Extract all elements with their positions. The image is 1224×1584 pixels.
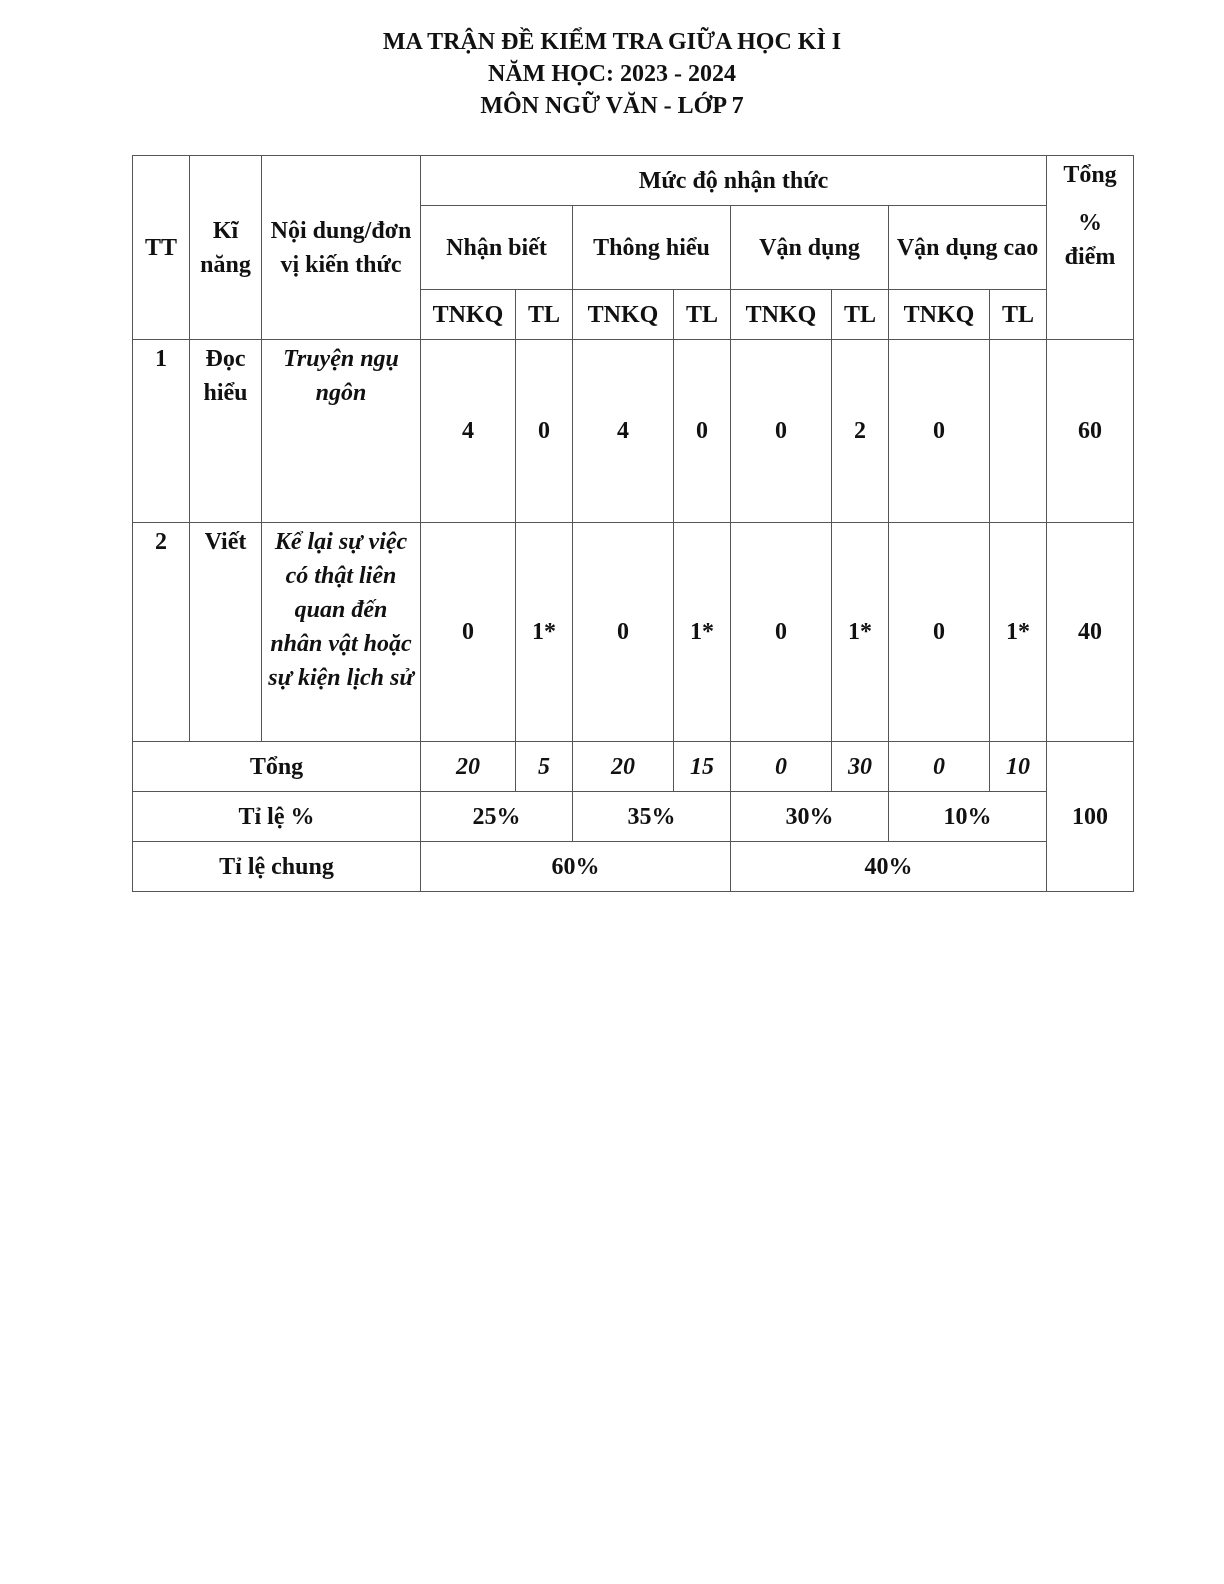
grand-total: 100 <box>1047 742 1134 892</box>
title-line-1: MA TRẬN ĐỀ KIỂM TRA GIỮA HỌC KÌ I <box>382 29 842 55</box>
header-sub: TNKQ <box>889 290 990 340</box>
row-cell: 1* <box>990 523 1047 742</box>
row-cell: 0 <box>674 340 731 523</box>
row-ki-nang: Đọc hiểu <box>190 340 262 523</box>
document-title <box>0 26 1224 122</box>
header-ki-nang: Kĩ năng <box>190 156 262 340</box>
header-tong <box>1047 156 1134 340</box>
header-row-1 <box>133 156 1134 206</box>
header-level-nhan-biet: Nhận biết <box>421 206 573 290</box>
table-row <box>133 523 1134 742</box>
row-cell: 0 <box>421 523 516 742</box>
header-level-van-dung: Vận dụng <box>731 206 889 290</box>
ti-le-cell: 35% <box>573 792 731 842</box>
header-sub: TL <box>516 290 573 340</box>
row-cell: 0 <box>889 523 990 742</box>
tong-row <box>133 742 1134 792</box>
ti-le-chung-label: Tỉ lệ chung <box>133 842 421 892</box>
header-tong-line2: % <box>1078 210 1102 236</box>
tong-cell: 20 <box>421 742 516 792</box>
tong-cell: 10 <box>990 742 1047 792</box>
row-cell: 0 <box>889 340 990 523</box>
row-cell <box>990 340 1047 523</box>
tong-cell: 5 <box>516 742 573 792</box>
row-cell: 4 <box>573 340 674 523</box>
ti-le-chung-row <box>133 842 1134 892</box>
ti-le-cell: 30% <box>731 792 889 842</box>
header-sub: TNKQ <box>731 290 832 340</box>
header-sub: TL <box>674 290 731 340</box>
header-level-van-dung-cao: Vận dụng cao <box>889 206 1047 290</box>
header-sub: TL <box>832 290 889 340</box>
row-tong: 60 <box>1047 340 1134 523</box>
table-row <box>133 340 1134 523</box>
header-sub: TL <box>990 290 1047 340</box>
header-muc-do: Mức độ nhận thức <box>421 156 1047 206</box>
row-cell: 4 <box>421 340 516 523</box>
tong-cell: 15 <box>674 742 731 792</box>
row-tt: 2 <box>133 523 190 742</box>
header-tong-line1: Tổng <box>1063 162 1117 188</box>
ti-le-chung-cell: 40% <box>731 842 1047 892</box>
row-noi-dung: Truyện ngụ ngôn <box>262 340 421 523</box>
row-cell: 0 <box>731 523 832 742</box>
row-cell: 0 <box>516 340 573 523</box>
ti-le-row <box>133 792 1134 842</box>
header-level-thong-hieu: Thông hiểu <box>573 206 731 290</box>
tong-cell: 0 <box>889 742 990 792</box>
ti-le-label: Tỉ lệ % <box>133 792 421 842</box>
row-cell: 0 <box>731 340 832 523</box>
title-line-3: MÔN NGỮ VĂN - LỚP 7 <box>480 93 744 119</box>
tong-cell: 20 <box>573 742 674 792</box>
ti-le-chung-cell: 60% <box>421 842 731 892</box>
row-noi-dung: Kể lại sự việc có thật liên quan đến nhân vật hoặc sự kiện lịch sử <box>262 523 421 742</box>
row-cell: 2 <box>832 340 889 523</box>
row-cell: 0 <box>573 523 674 742</box>
row-ki-nang: Viết <box>190 523 262 742</box>
row-cell: 1* <box>674 523 731 742</box>
header-sub: TNKQ <box>573 290 674 340</box>
tong-cell: 30 <box>832 742 889 792</box>
tong-label: Tổng <box>133 742 421 792</box>
row-cell: 1* <box>516 523 573 742</box>
header-noi-dung: Nội dung/đơn vị kiến thức <box>262 156 421 340</box>
ti-le-cell: 25% <box>421 792 573 842</box>
row-tong: 40 <box>1047 523 1134 742</box>
exam-matrix-table <box>132 155 1134 892</box>
title-line-2: NĂM HỌC: 2023 - 2024 <box>488 61 736 87</box>
tong-cell: 0 <box>731 742 832 792</box>
header-tt: TT <box>133 156 190 340</box>
row-tt: 1 <box>133 340 190 523</box>
ti-le-cell: 10% <box>889 792 1047 842</box>
header-tong-line3: điểm <box>1064 244 1116 270</box>
header-sub: TNKQ <box>421 290 516 340</box>
row-cell: 1* <box>832 523 889 742</box>
